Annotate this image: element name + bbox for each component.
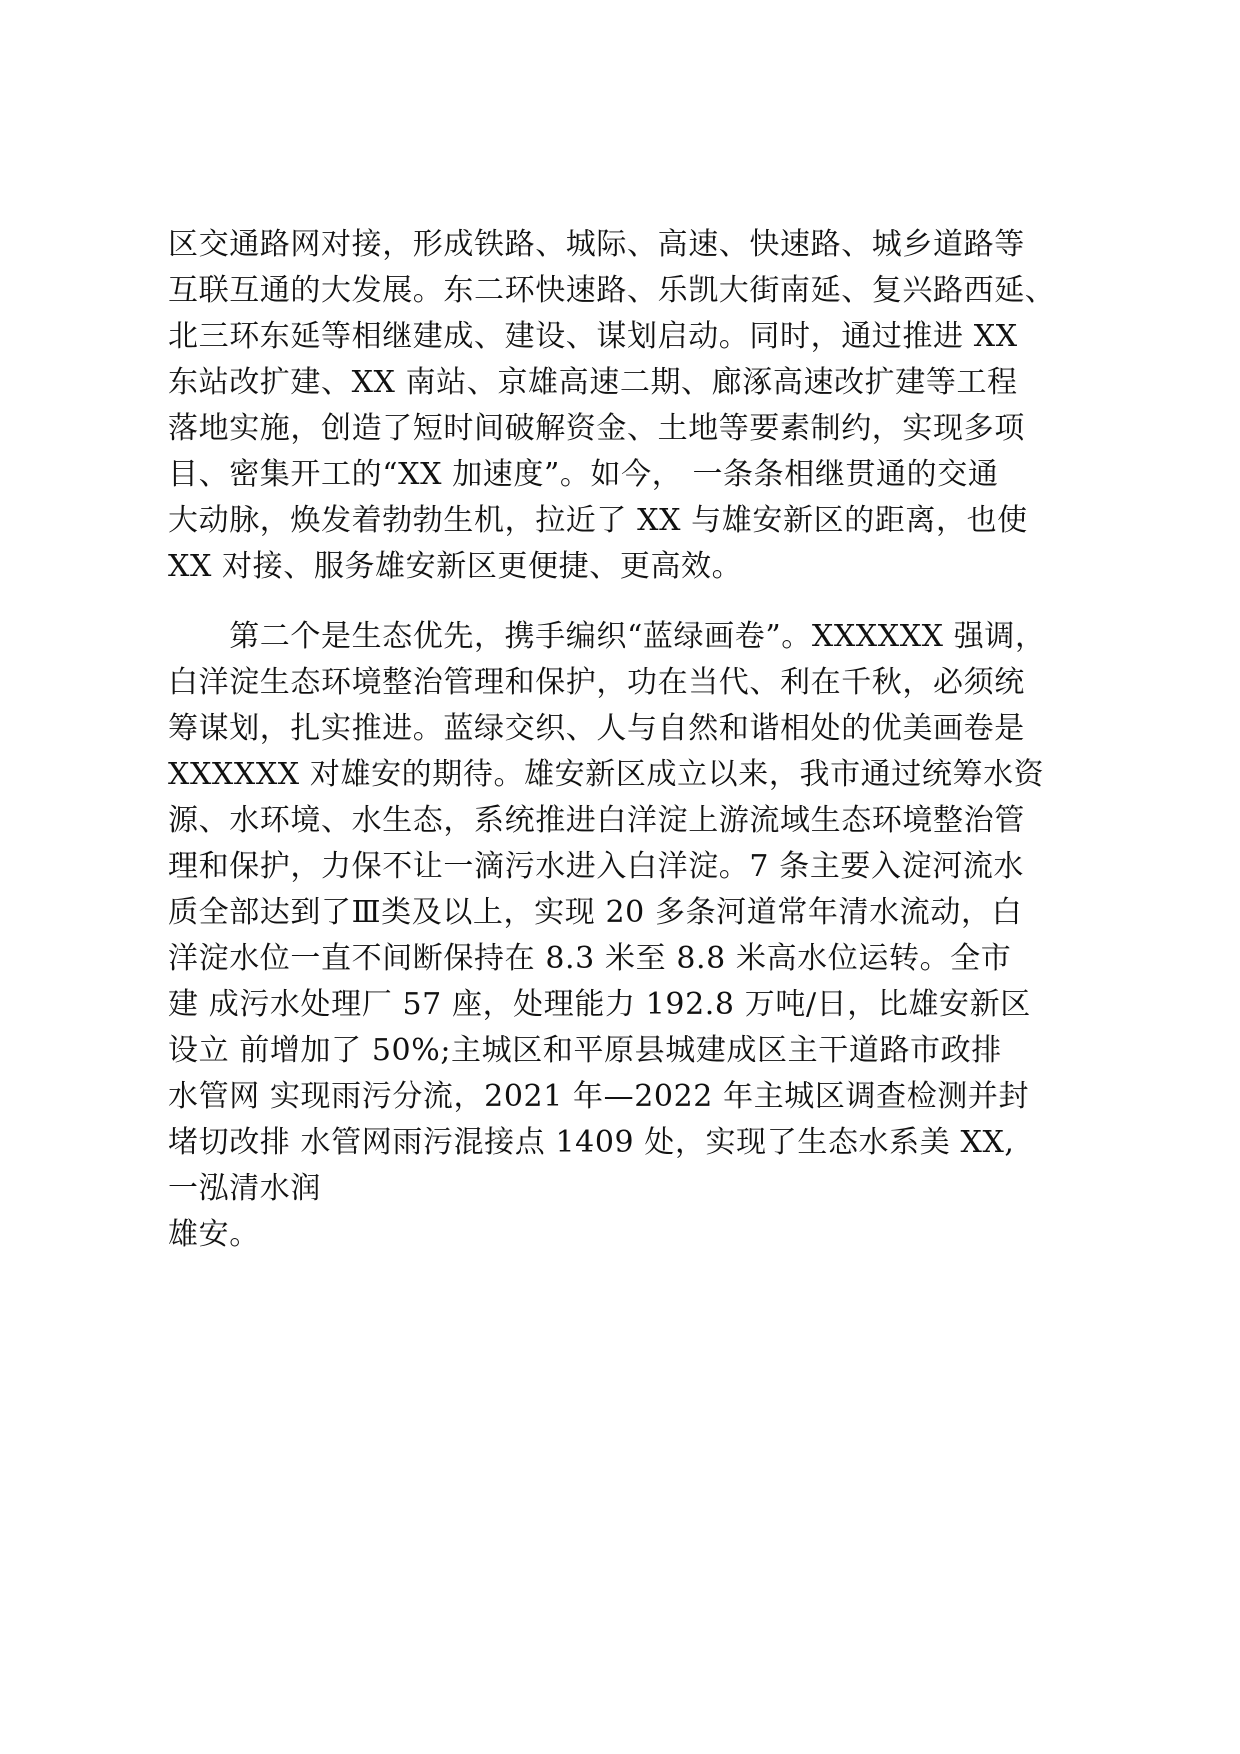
text-line: 白洋淀生态环境整治管理和保护，功在当代、利在千秋，必须统 [168, 665, 1025, 700]
text-line: 北三环东延等相继建成、建设、谋划启动。同时，通过推进 XX [168, 319, 1018, 354]
paragraph-2 [168, 614, 1088, 1258]
text-line: 源、水环境、水生态，系统推进白洋淀上游流域生态环境整治管 [168, 803, 1025, 838]
text-line: 设立 前增加了 50%;主城区和平原县城建成区主干道路市政排 [168, 1033, 1002, 1068]
text-line: 互联互通的大发展。东二环快速路、乐凯大街南延、复兴路西延、 [168, 273, 1056, 308]
text-line: 区交通路网对接，形成铁路、城际、高速、快速路、城乡道路等 [168, 227, 1025, 262]
text-line: 建 成污水处理厂 57 座，处理能力 192.8 万吨/日，比雄安新区 [168, 987, 1031, 1022]
text-line: 质全部达到了Ⅲ类及以上，实现 20 多条河道常年清水流动，白 [168, 895, 1023, 930]
document-body [168, 222, 1088, 1258]
text-line: 第二个是生态优先，携手编织“蓝绿画卷”。XXXXXX 强调， [168, 619, 1046, 654]
text-line: 洋淀水位一直不间断保持在 8.3 米至 8.8 米高水位运转。全市 [168, 941, 1012, 976]
text-line: 筹谋划，扎实推进。蓝绿交织、人与自然和谐相处的优美画卷是 [168, 711, 1025, 746]
paragraph-gap [168, 590, 1088, 614]
text-line: 目、密集开工的“XX 加速度”。如今， 一条条相继贯通的交通 [168, 457, 999, 492]
text-line: 一泓清水润 [168, 1171, 321, 1206]
paragraph-1 [168, 222, 1088, 590]
text-line: 落地实施，创造了短时间破解资金、土地等要素制约，实现多项 [168, 411, 1025, 446]
text-line: 堵切改排 水管网雨污混接点 1409 处，实现了生态水系美 XX, [168, 1125, 1015, 1160]
text-line: 雄安。 [168, 1217, 260, 1252]
text-line: 水管网 实现雨污分流，2021 年—2022 年主城区调查检测并封 [168, 1079, 1030, 1114]
text-line: 大动脉，焕发着勃勃生机，拉近了 XX 与雄安新区的距离，也使 [168, 503, 1028, 538]
text-line: XX 对接、服务雄安新区更便捷、更高效。 [168, 549, 743, 584]
text-line: 理和保护，力保不让一滴污水进入白洋淀。7 条主要入淀河流水 [168, 849, 1025, 884]
text-line: 东站改扩建、XX 南站、京雄高速二期、廊涿高速改扩建等工程 [168, 365, 1018, 400]
text-line: XXXXXX 对雄安的期待。雄安新区成立以来，我市通过统筹水资 [168, 757, 1045, 792]
